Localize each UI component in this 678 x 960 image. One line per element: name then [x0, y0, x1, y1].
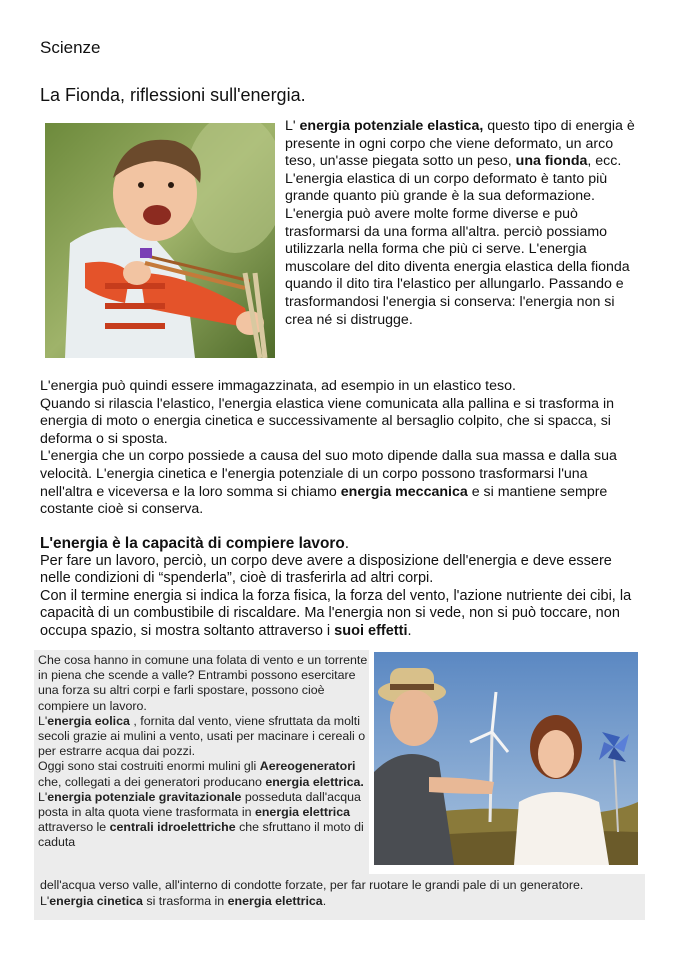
boy-slingshot-photo — [45, 123, 275, 358]
subject-heading: Scienze — [40, 38, 101, 57]
lavoro-body: Per fare un lavoro, perciò, un corpo deve avere a disposizione dell'energia e deve essere nelle condizioni di “spenderla”, cioè di trasferirla ad altri corpi. Con il termine energia si indica la forza fisica, la forza del vento, l'azione nutriente dei cibi, la capacità di un combustibile di riscaldare. Ma l'energia non si vede, non si può toccare, non occupa spazio, si mostra soltanto attraverso i suoi effetti. — [40, 553, 632, 639]
intro-paragraph: L' energia potenziale elastica, questo tipo di energia è presente in ogni corpo che viene deformato, un arco teso, un'asse piegata sotto un peso, una fionda, ecc. L'energia elastica di un corpo deformato è tanto più grande quanto più grande è la sua deformazione. L'energia può avere molte forme diverse e può trasformarsi da una forma all'altra. perciò possiamo utilizzarla nella forma che più ci serve. L'energia muscolare del dito diventa energia elastica della fionda quando il dito tira l'elastico per allungarlo. Passando e trasformandosi l'energia si conserva: l'energia non si crea né si distrugge. — [285, 118, 635, 328]
lavoro-heading: L'energia è la capacità di compiere lavoro. — [40, 535, 350, 552]
term-suoi-effetti: suoi effetti — [334, 622, 408, 639]
info-box-continuation-text: dell'acqua verso valle, all'interno di condotte forzate, per far ruotare le grandi pale di un generatore. L'energia cinetica si trasforma in energia elettrica. — [40, 878, 584, 908]
term-energia-potenziale-elastica: energia potenziale elastica, — [299, 118, 484, 134]
energia-cinetica-paragraph: L'energia può quindi essere immagazzinata, ad esempio in un elastico teso. Quando si rilascia l'elastico, l'energia elastica viene comunicata alla pallina e si trasforma in energia di moto o energia cinetica e successivamente al bersaglio colpito, che si spacca, si deforma o si sposta. L'energia che un corpo possiede a causa del suo moto dipende dalla sua massa e dalla sua velocità. L'energia cinetica e l'energia potenziale di un corpo possono trasformarsi l'una nell'altra e viceversa e la loro somma si chiamo energia meccanica e si mantiene sempre costante cioè si conserva. — [40, 378, 617, 518]
page-title: La Fionda, riflessioni sull'energia. — [40, 85, 306, 105]
wind-turbine-photo — [374, 652, 638, 865]
info-box-text: Che cosa hanno in comune una folata di vento e un torrente in piena che scende a valle? Entrambi possono esercitare una forza su altri corpi e farli spostare, possono cioè compiere un lavoro. L'energia eolica , fornita dal vento, viene sfruttata da molti secoli grazie ai mulini a vento, usati per macinare i cereali o per estrarre acqua dai pozzi. Oggi sono stai costruiti enormi mulini gli Aereogeneratori che, collegati a dei generatori producano energia elettrica. L'energia potenziale gravitazionale posseduta dall'acqua posta in alta quota viene trasformata in energia elettrica attraverso le centrali idroelettriche che sfruttano il moto di caduta — [38, 653, 368, 850]
lavoro-section — [40, 535, 640, 640]
term-energia-meccanica: energia meccanica — [340, 483, 468, 500]
term-una-fionda: una fionda — [515, 153, 588, 170]
